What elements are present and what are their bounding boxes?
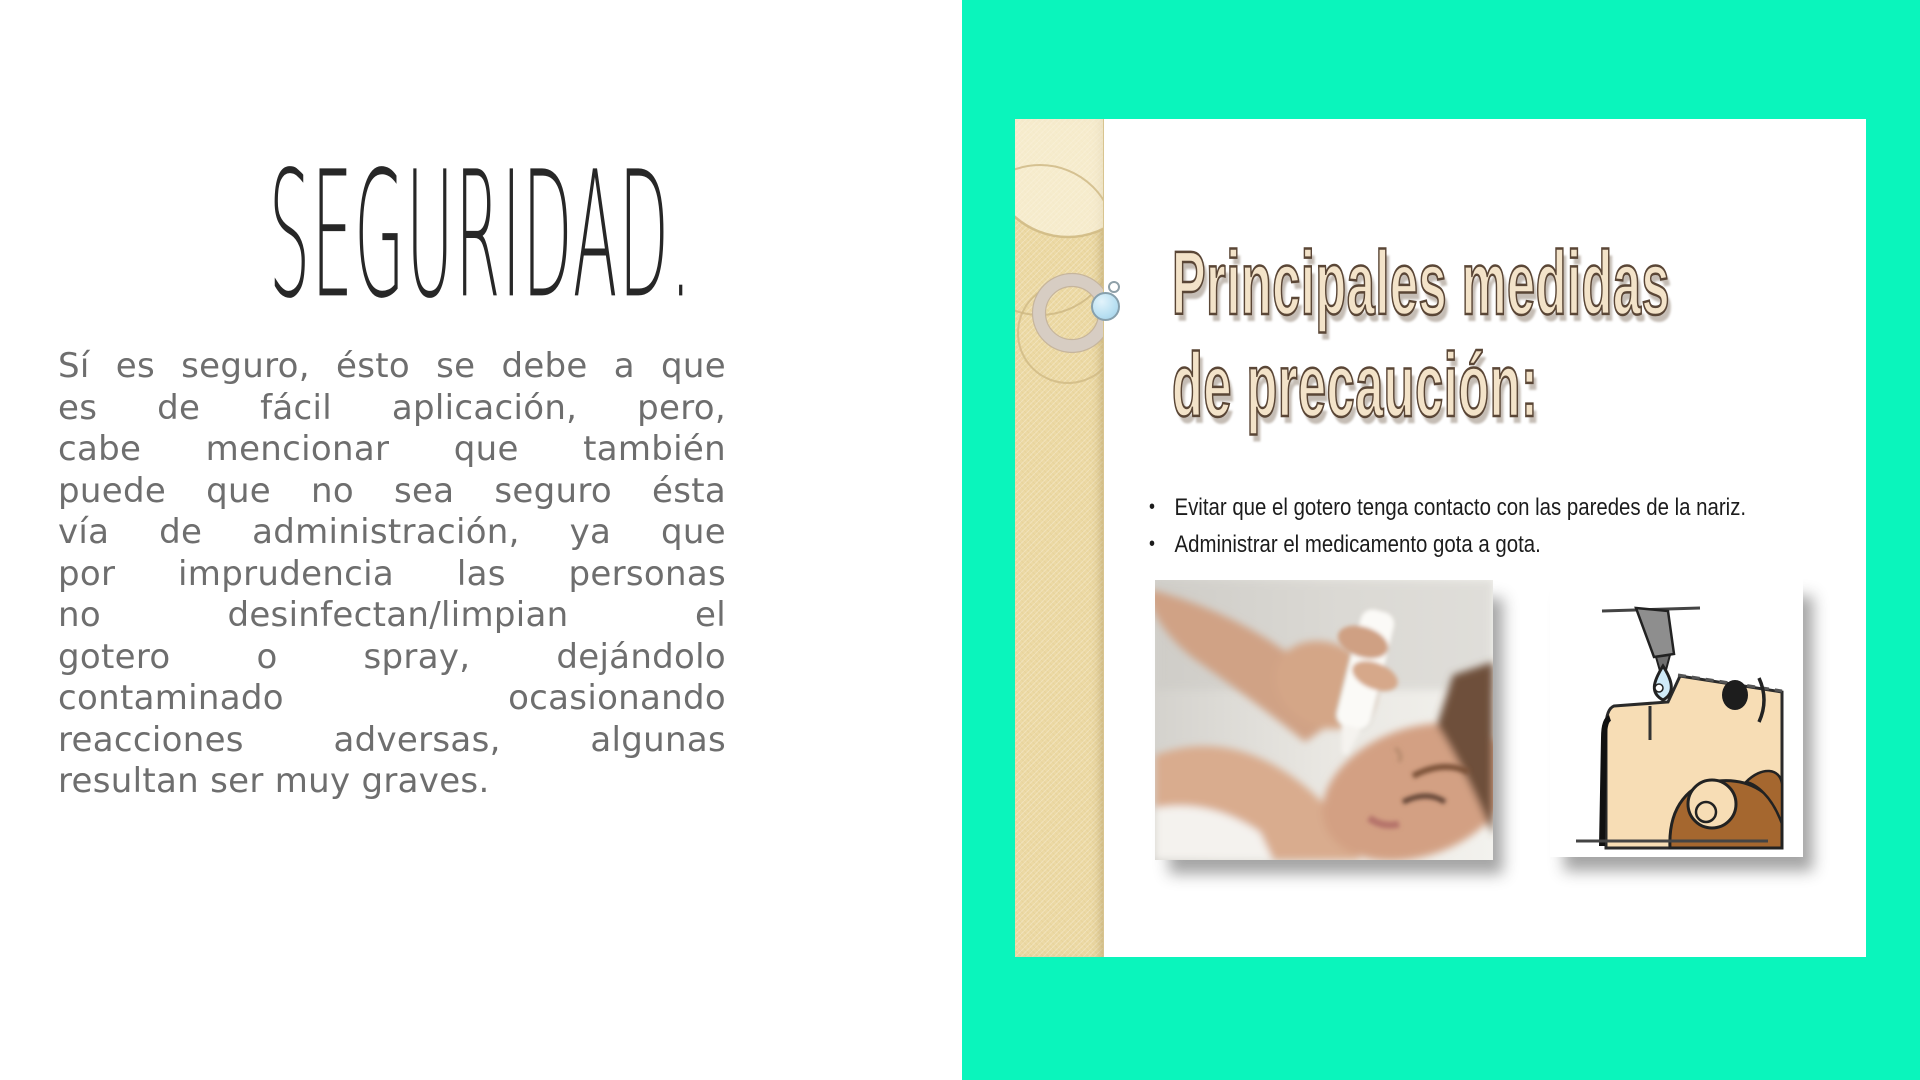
water-drop-icon (1091, 292, 1120, 321)
photo-nasal-drops-image (1155, 580, 1493, 860)
paragraph-line: contaminado ocasionando (58, 678, 726, 718)
paragraph-line: reacciones adversas, algunas (58, 719, 726, 760)
paragraph-line: no desinfectan/limpian el (58, 595, 726, 635)
bullet-item (1149, 526, 1746, 563)
page-title-text: SEGURIDAD. (269, 133, 693, 337)
bullet-dot-icon: • (1149, 533, 1155, 555)
slide-title-line1: Principales medidas (1172, 234, 1671, 334)
paragraph-line: puede que no sea seguro ésta (58, 470, 726, 511)
slide-title (1172, 233, 1670, 437)
paragraph-line: resultan ser muy graves. (58, 761, 490, 801)
teal-background-panel (962, 0, 1920, 1080)
slide-sidebar (1015, 119, 1104, 957)
page-title (0, 133, 962, 337)
embedded-slide (1015, 119, 1866, 957)
body-paragraph (58, 346, 726, 803)
slide-title-line2: de precaución: (1172, 336, 1539, 436)
bullet-item (1149, 489, 1746, 526)
bullet-text: Evitar que el gotero tenga contacto con las paredes de la nariz. (1174, 494, 1747, 521)
paragraph-line: por imprudencia las personas (58, 553, 726, 594)
sidebar-rings-decoration (1015, 119, 1103, 957)
bullet-dot-icon: • (1149, 496, 1155, 518)
paragraph-line: gotero o spray, dejándolo (58, 636, 726, 677)
paragraph-line: Sí es seguro, ésto se debe a que (58, 346, 726, 386)
paragraph-line: vía de administración, ya que (58, 512, 726, 552)
photo-nasal-drops (1155, 580, 1493, 860)
cartoon-nasal-drop-image (1550, 578, 1803, 857)
paragraph-line: cabe mencionar que también (58, 429, 726, 469)
bullet-text: Administrar el medicamento gota a gota. (1174, 531, 1541, 558)
small-bubble-icon (1108, 281, 1120, 293)
bullet-list (1149, 489, 1746, 563)
cartoon-nasal-drop (1550, 578, 1803, 857)
paragraph-line: es de fácil aplicación, pero, (58, 387, 726, 428)
